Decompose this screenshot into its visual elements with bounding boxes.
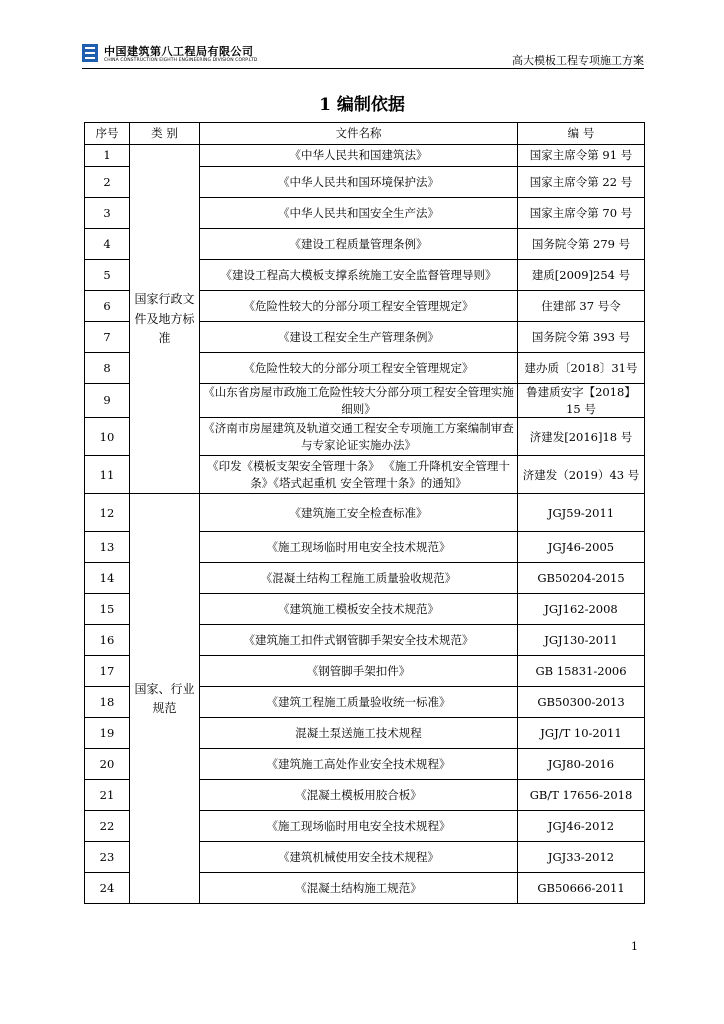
row-doc-name: 《印发《模板支架安全管理十条》 《施工升降机安全管理十条》《塔式起重机 安全管理十条》的通知》 [200,456,518,494]
row-no: 4 [85,229,130,260]
page-number: 1 [631,940,638,953]
row-doc-name: 《建设工程质量管理条例》 [200,229,518,260]
section-title: 1 编制依据 [319,95,405,115]
row-doc-name: 《施工现场临时用电安全技术规程》 [200,811,518,842]
row-doc-name: 《山东省房屋市政施工危险性较大分部分项工程安全管理实施细则》 [200,384,518,418]
row-no: 1 [85,145,130,167]
row-code: GB50666-2011 [518,873,645,904]
row-doc-name: 《中华人民共和国安全生产法》 [200,198,518,229]
row-no: 13 [85,532,130,563]
row-doc-name: 《混凝土结构施工规范》 [200,873,518,904]
row-doc-name: 《济南市房屋建筑及轨道交通工程安全专项施工方案编制审查与专家论证实施办法》 [200,418,518,456]
row-code: 鲁建质安字【2018】15 号 [518,384,645,418]
row-no: 8 [85,353,130,384]
company-logo-icon [82,44,98,62]
row-code: JGJ162-2008 [518,594,645,625]
row-code: 济建发[2016]18 号 [518,418,645,456]
row-doc-name: 《钢管脚手架扣件》 [200,656,518,687]
row-doc-name: 《中华人民共和国环境保护法》 [200,167,518,198]
basis-table [84,122,645,904]
row-code: 国家主席令第 91 号 [518,145,645,167]
row-no: 24 [85,873,130,904]
row-code: JGJ130-2011 [518,625,645,656]
row-no: 7 [85,322,130,353]
header-category: 类 别 [130,123,200,145]
row-no: 2 [85,167,130,198]
company-name: 中国建筑第八工程局有限公司 [104,45,254,58]
row-code: 济建发（2019）43 号 [518,456,645,494]
row-no: 18 [85,687,130,718]
table-row [85,494,645,532]
row-no: 6 [85,291,130,322]
table-row [85,145,645,167]
page-header [82,40,644,69]
row-no: 23 [85,842,130,873]
row-doc-name: 《建筑施工高处作业安全技术规程》 [200,749,518,780]
company-name-en: CHINA CONSTRUCTION EIGHTH ENGINEERING DIVISION CORP.LTD [104,58,258,63]
row-category: 国家行政文件及地方标准 [130,145,200,494]
row-no: 19 [85,718,130,749]
row-no: 12 [85,494,130,532]
row-no: 21 [85,780,130,811]
row-doc-name: 《混凝土模板用胶合板》 [200,780,518,811]
row-code: 国家主席令第 70 号 [518,198,645,229]
row-doc-name: 《危险性较大的分部分项工程安全管理规定》 [200,291,518,322]
row-doc-name: 《建设工程高大模板支撑系统施工安全监督管理导则》 [200,260,518,291]
row-code: JGJ/T 10-2011 [518,718,645,749]
row-no: 17 [85,656,130,687]
row-code: JGJ46-2012 [518,811,645,842]
row-no: 10 [85,418,130,456]
row-doc-name: 《危险性较大的分部分项工程安全管理规定》 [200,353,518,384]
row-no: 3 [85,198,130,229]
document-title: 高大模板工程专项施工方案 [512,54,644,67]
row-code: JGJ80-2016 [518,749,645,780]
row-code: 国务院令第 393 号 [518,322,645,353]
row-doc-name: 混凝土泵送施工技术规程 [200,718,518,749]
row-doc-name: 《建设工程安全生产管理条例》 [200,322,518,353]
row-code: GB/T 17656-2018 [518,780,645,811]
header-code: 编 号 [518,123,645,145]
row-code: 国家主席令第 22 号 [518,167,645,198]
row-no: 16 [85,625,130,656]
row-code: JGJ46-2005 [518,532,645,563]
row-code: GB50204-2015 [518,563,645,594]
row-code: 建办质〔2018〕31号 [518,353,645,384]
row-doc-name: 《施工现场临时用电安全技术规范》 [200,532,518,563]
row-doc-name: 《中华人民共和国建筑法》 [200,145,518,167]
row-code: JGJ33-2012 [518,842,645,873]
row-doc-name: 《建筑施工安全检查标准》 [200,494,518,532]
row-no: 5 [85,260,130,291]
row-no: 22 [85,811,130,842]
row-code: JGJ59-2011 [518,494,645,532]
row-code: 住建部 37 号令 [518,291,645,322]
row-doc-name: 《建筑施工模板安全技术规范》 [200,594,518,625]
row-no: 14 [85,563,130,594]
row-code: GB 15831-2006 [518,656,645,687]
row-no: 11 [85,456,130,494]
row-doc-name: 《建筑工程施工质量验收统一标准》 [200,687,518,718]
row-no: 9 [85,384,130,418]
table-header-row [85,123,645,145]
header-no: 序号 [85,123,130,145]
row-code: GB50300-2013 [518,687,645,718]
row-code: 国务院令第 279 号 [518,229,645,260]
row-doc-name: 《混凝土结构工程施工质量验收规范》 [200,563,518,594]
row-code: 建质[2009]254 号 [518,260,645,291]
header-doc-name: 文件名称 [200,123,518,145]
row-doc-name: 《建筑施工扣件式钢管脚手架安全技术规范》 [200,625,518,656]
row-category: 国家、行业规范 [130,494,200,904]
row-no: 15 [85,594,130,625]
row-doc-name: 《建筑机械使用安全技术规程》 [200,842,518,873]
row-no: 20 [85,749,130,780]
